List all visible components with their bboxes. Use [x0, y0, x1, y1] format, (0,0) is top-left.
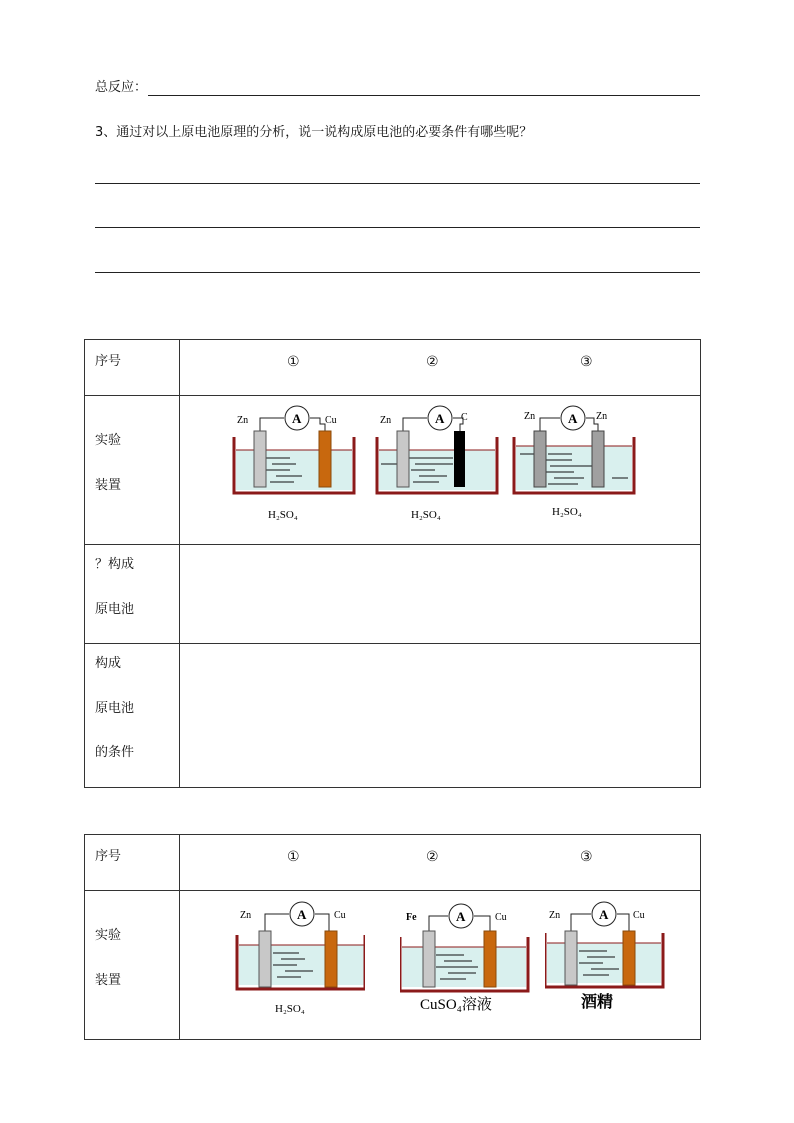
seq-num-2: ②	[426, 849, 439, 865]
solution-label: H₂SO₄	[411, 509, 441, 521]
seq-numbers-cell	[180, 340, 701, 396]
seq-num-3: ③	[580, 849, 593, 865]
condition-label-line1: 构成	[95, 656, 122, 671]
answer-line[interactable]	[148, 95, 700, 96]
answer-line[interactable]	[95, 272, 700, 273]
galvanic-cell-diagram-2	[375, 404, 505, 522]
device-label-line1: 实验	[95, 433, 122, 448]
galvanic-cell-diagram-3	[545, 899, 675, 1017]
condition-label-line3: 的条件	[95, 745, 135, 760]
condition-label-line2: 原电池	[95, 701, 135, 716]
experiment-table-2	[84, 834, 701, 1040]
seq-header-cell	[85, 835, 180, 891]
solution-label: H₂SO₄	[275, 1003, 305, 1015]
left-electrode-label: Zn	[380, 415, 392, 426]
device-images-cell	[180, 396, 701, 545]
svg-text:A: A	[599, 907, 609, 922]
seq-label: 序号	[95, 354, 122, 369]
svg-text:A: A	[297, 907, 307, 922]
svg-text:A: A	[568, 411, 578, 426]
seq-label: 序号	[95, 849, 122, 864]
galvanic-cell-diagram-1	[235, 899, 365, 1017]
right-electrode-label: Zn	[596, 411, 608, 422]
svg-text:A: A	[435, 411, 445, 426]
condition-header-cell	[85, 644, 180, 788]
device-label-line1: 实验	[95, 928, 122, 943]
battery-label-line2: 原电池	[95, 602, 135, 617]
left-electrode-label: Fe	[406, 912, 417, 923]
left-electrode-label: Zn	[524, 411, 536, 422]
left-electrode-label: Zn	[240, 910, 252, 921]
solution-label: 酒精	[581, 992, 614, 1011]
seq-num-1: ①	[287, 354, 300, 370]
device-header-cell	[85, 396, 180, 545]
condition-answer-cell[interactable]	[180, 644, 701, 788]
solution-label: H₂SO₄	[552, 506, 582, 518]
right-electrode-label: C	[461, 412, 468, 423]
device-images-cell	[180, 891, 701, 1040]
seq-num-3: ③	[580, 354, 593, 370]
device-header-cell	[85, 891, 180, 1040]
svg-text:A: A	[456, 909, 466, 924]
answer-line[interactable]	[95, 183, 700, 184]
question-3: 3、通过对以上原电池原理的分析，说一说构成原电池的必要条件有哪些呢？	[95, 125, 533, 140]
device-label-line2: 装置	[95, 478, 122, 493]
left-electrode-label: Zn	[549, 910, 561, 921]
seq-numbers-cell	[180, 835, 701, 891]
battery-label-line1: ？构成	[95, 557, 135, 572]
right-electrode-label: Cu	[334, 910, 346, 921]
battery-answer-cell[interactable]	[180, 545, 701, 644]
total-reaction-label: 总反应：	[95, 80, 148, 95]
seq-num-1: ①	[287, 849, 300, 865]
device-label-line2: 装置	[95, 973, 122, 988]
right-electrode-label: Cu	[495, 912, 507, 923]
experiment-table-1	[84, 339, 701, 788]
answer-line[interactable]	[95, 227, 700, 228]
seq-num-2: ②	[426, 354, 439, 370]
seq-header-cell	[85, 340, 180, 396]
right-electrode-label: Cu	[633, 910, 645, 921]
svg-text:A: A	[292, 411, 302, 426]
solution-label: CuSO₄溶液	[420, 997, 492, 1013]
galvanic-cell-diagram-2	[400, 901, 530, 1019]
galvanic-cell-diagram-1	[232, 404, 362, 522]
galvanic-cell-diagram-3	[512, 404, 642, 522]
solution-label: H₂SO₄	[268, 509, 298, 521]
battery-header-cell	[85, 545, 180, 644]
right-electrode-label: Cu	[325, 415, 337, 426]
left-electrode-label: Zn	[237, 415, 249, 426]
